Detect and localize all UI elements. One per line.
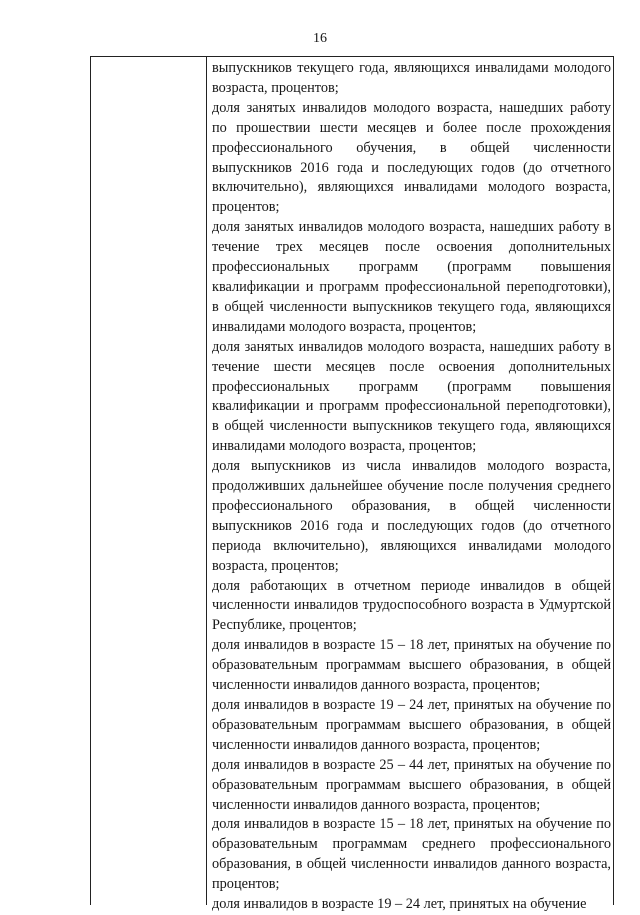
indicator-item: доля работающих в отчетном периоде инвалидов в общей численности инвалидов трудоспособного возраста в Удмуртской Республике, процентов; [212, 577, 611, 634]
indicator-item: доля занятых инвалидов молодого возраста, нашедших работу в течение шести месяцев после освоения дополнительных профессиональных программ (программ повышения квалификации и программ профессиональной переподготовки), в общей численности выпускников текущего года, являющихся инвалидами молодого возраста, процентов; [212, 338, 611, 455]
indicator-item: доля занятых инвалидов молодого возраста, нашедших работу по прошествии шести месяцев и более после прохождения профессионального обучения, в общей численности выпускников 2016 года и последующих годов (до отчетного включительно), являющихся инвалидами молодого возраста, процентов; [212, 99, 611, 216]
indicator-item: доля инвалидов в возрасте 15 – 18 лет, принятых на обучение по образовательным программам среднего профессионального образования, в общей численности инвалидов данного возраста, процентов; [212, 816, 611, 893]
table-right-cell [212, 59, 611, 915]
indicator-item: доля инвалидов в возрасте 19 – 24 лет, принятых на обучение [212, 896, 587, 913]
indicator-item: доля инвалидов в возрасте 19 – 24 лет, принятых на обучение по образовательным программам высшего образования, в общей численности инвалидов данного возраста, процентов; [212, 697, 611, 753]
indicator-item: доля занятых инвалидов молодого возраста, нашедших работу в течение трех месяцев после освоения дополнительных профессиональных программ (программ повышения квалификации и программ профессиональной переподготовки), в общей численности выпускников текущего года, являющихся инвалидами молодого возраста, процентов; [212, 219, 611, 335]
table-left-cell [91, 57, 207, 905]
indicator-item: доля инвалидов в возрасте 15 – 18 лет, принятых на обучение по образовательным программам высшего образования, в общей численности инвалидов данного возраста, процентов; [212, 637, 611, 694]
indicators-table [90, 56, 614, 913]
indicator-item: доля инвалидов в возрасте 25 – 44 лет, принятых на обучение по образовательным программам высшего образования, в общей численности инвалидов данного возраста, процентов; [212, 756, 611, 813]
page-number: 16 [313, 31, 327, 46]
indicator-item: доля выпускников из числа инвалидов молодого возраста, продолживших дальнейшее обучение после получения среднего профессионального образования, в общей численности выпускников 2016 года и последующих годов (до отчетного периода включительно), являющихся инвалидами молодого возраста, процентов; [212, 458, 611, 574]
indicator-item: выпускников текущего года, являющихся инвалидами молодого возраста, процентов; [212, 60, 611, 96]
